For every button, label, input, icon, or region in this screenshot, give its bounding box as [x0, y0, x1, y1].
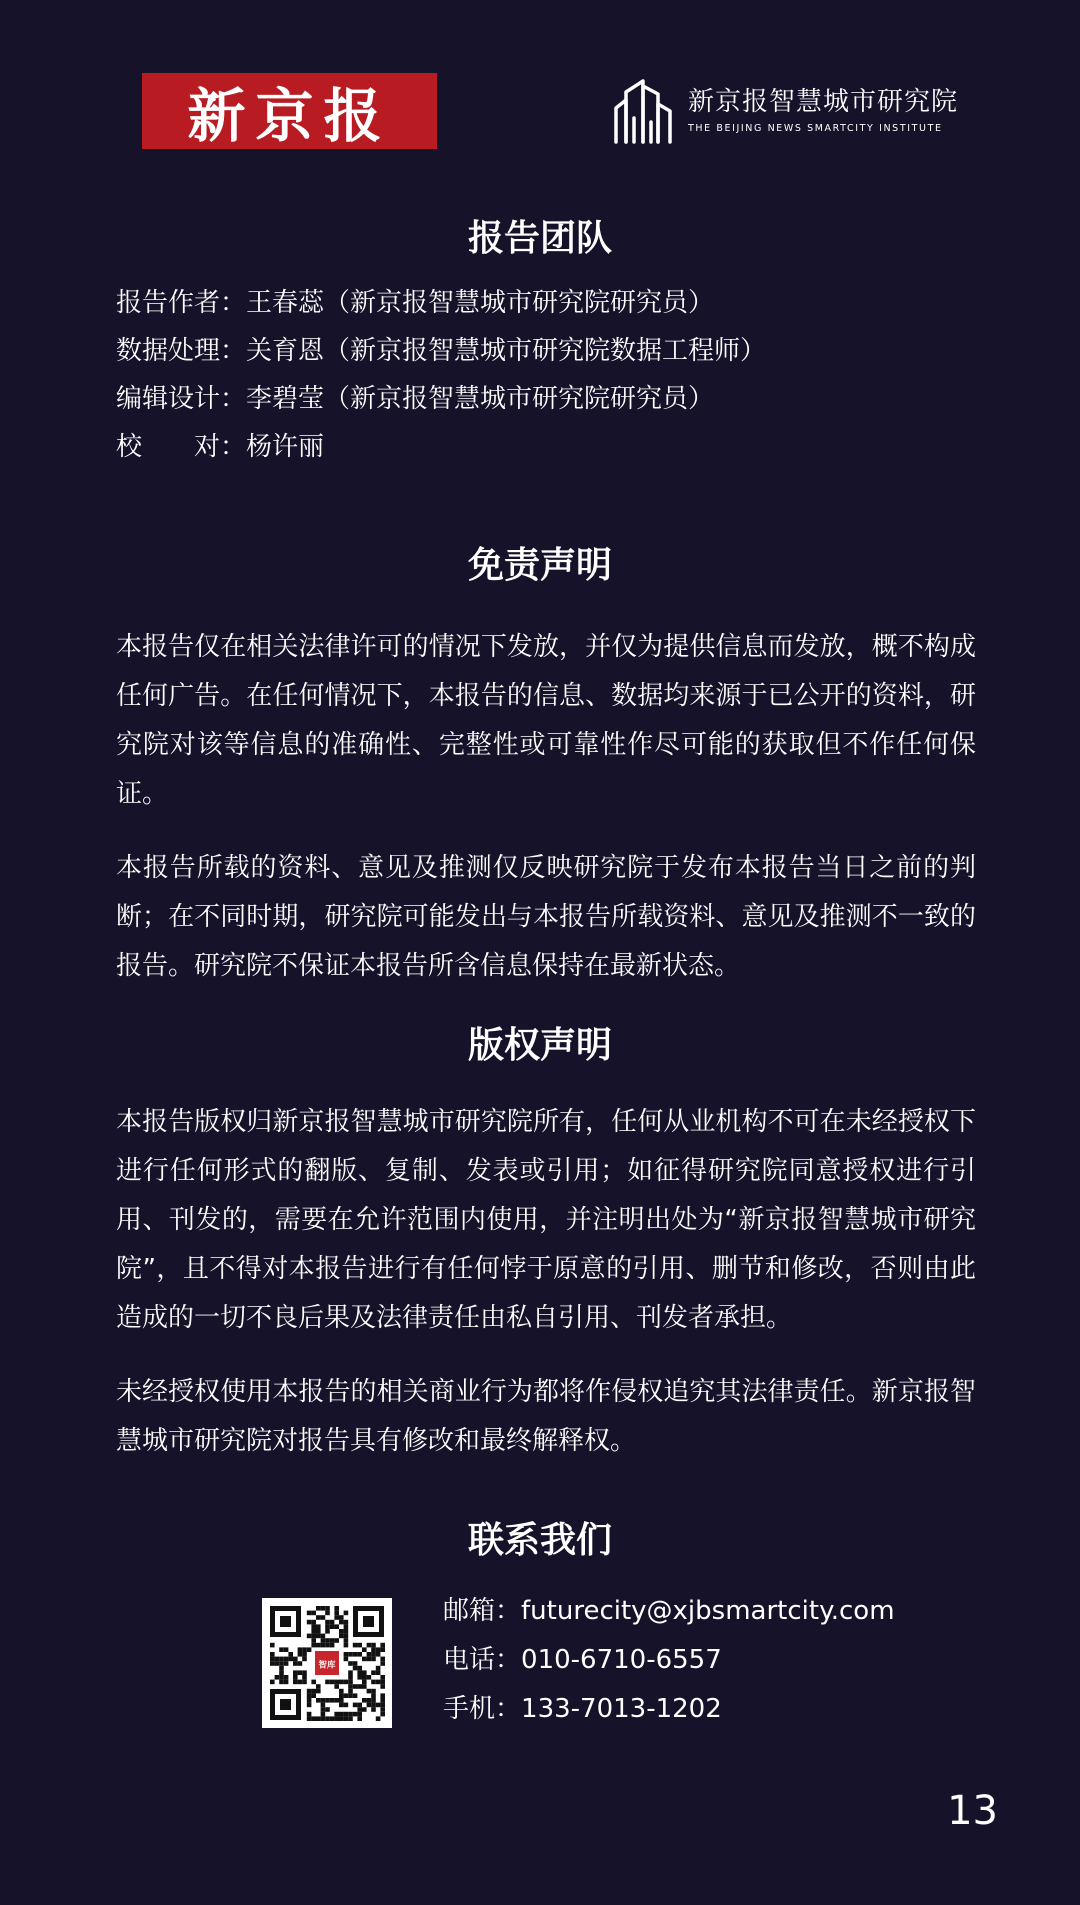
contact-label: 邮箱: [443, 1596, 496, 1626]
team-member-proofread: [116, 423, 766, 471]
team-member-value: 杨许丽: [246, 432, 325, 462]
contact-label: 电话: [443, 1645, 496, 1675]
team-section-title: 报告团队: [467, 218, 612, 259]
contact-label: 手机: [443, 1694, 496, 1724]
disclaimer-section-title: 免责声明: [467, 545, 612, 586]
team-member-label: 报告作者: [116, 288, 221, 318]
contact-phone-value[interactable]: 010-6710-6557: [521, 1645, 722, 1675]
institute-name-cn: 新京报智慧城市研究院: [688, 87, 959, 117]
team-member-label: 数据处理: [116, 336, 221, 366]
team-member-separator: ：: [220, 288, 247, 318]
copyright-section-title: 版权声明: [467, 1025, 612, 1066]
page-number: 13: [947, 1788, 998, 1834]
team-member-value: 李碧莹（新京报智慧城市研究院研究员）: [246, 384, 715, 414]
contact-email: [443, 1587, 895, 1636]
qr-code-icon: [262, 1598, 392, 1728]
team-member-label: 校 对: [116, 432, 221, 462]
contact-separator: ：: [495, 1596, 522, 1626]
team-member-separator: ：: [220, 432, 247, 462]
disclaimer-paragraph-1: 本报告仅在相关法律许可的情况下发放，并仅为提供信息而发放，概不构成任何广告。在任何情况下，本报告的信息、数据均来源于已公开的资料，研究院对该等信息的准确性、完整性或可靠性作尽可能的获取但不作任何保证。: [116, 632, 976, 809]
qr-center-text: 智库: [318, 1660, 336, 1671]
contact-mobile: [443, 1685, 895, 1734]
copyright-paragraph-1: 本报告版权归新京报智慧城市研究院所有，任何从业机构不可在未经授权下进行任何形式的翻版、复制、发表或引用；如征得研究院同意授权进行引用、刊发的，需要在允许范围内使用，并注明出处为“新京报智慧城市研究院”，且不得对本报告进行有任何悖于原意的引用、删节和修改，否则由此造成的一切不良后果及法律责任由私自引用、刊发者承担。: [116, 1107, 976, 1333]
contact-mobile-value[interactable]: 133-7013-1202: [521, 1694, 722, 1724]
team-member-separator: ：: [220, 336, 247, 366]
team-member-data: [116, 327, 766, 375]
team-member-value: 关育恩（新京报智慧城市研究院数据工程师）: [246, 336, 767, 366]
team-list: [116, 279, 766, 471]
copyright-paragraph-2: 未经授权使用本报告的相关商业行为都将作侵权追究其法律责任。新京报智慧城市研究院对报告具有修改和最终解释权。: [116, 1377, 976, 1456]
disclaimer-paragraph-2: 本报告所载的资料、意见及推测仅反映研究院于发布本报告当日之前的判断；在不同时期，研究院可能发出与本报告所载资料、意见及推测不一致的报告。研究院不保证本报告所含信息保持在最新状态。: [116, 853, 976, 981]
institute-building-icon: [612, 78, 674, 144]
xinjingbao-logo: 新京报: [142, 73, 437, 149]
team-member-author: [116, 279, 766, 327]
team-member-label: 编辑设计: [116, 384, 221, 414]
contact-phone: [443, 1636, 895, 1685]
team-member-design: [116, 375, 766, 423]
institute-name-en: THE BEIJING NEWS SMARTCITY INSTITUTE: [688, 123, 943, 134]
team-member-value: 王春蕊（新京报智慧城市研究院研究员）: [246, 288, 715, 318]
contact-email-value[interactable]: futurecity@xjbsmartcity.com: [521, 1596, 895, 1626]
contact-separator: ：: [495, 1694, 522, 1724]
contact-section-title: 联系我们: [467, 1520, 612, 1561]
team-member-separator: ：: [220, 384, 247, 414]
institute-logo: [612, 76, 958, 146]
contact-separator: ：: [495, 1645, 522, 1675]
contact-list: [443, 1587, 895, 1734]
